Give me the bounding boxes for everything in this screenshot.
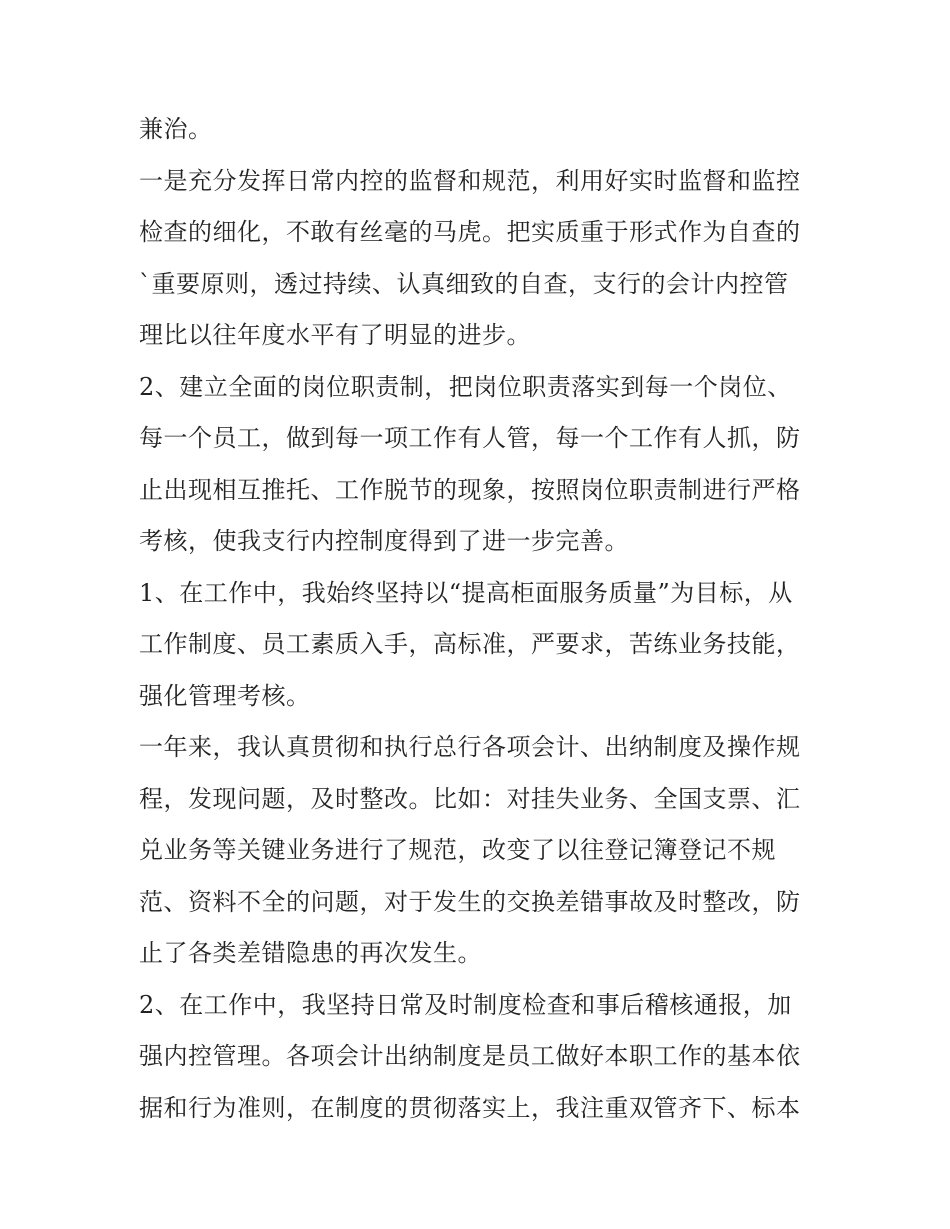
text-line: 兼治。 [139, 115, 213, 143]
text-line: 范、资料不全的问题，对于发生的交换差错事故及时整改，防 [139, 887, 801, 916]
text-line: 2、在工作中，我坚持日常及时制度检查和事后稽核通报，加 [139, 990, 792, 1019]
text-line: 一是充分发挥日常内控的监督和规范，利用好实时监督和监控 [139, 166, 801, 195]
text-line: 一年来，我认真贯彻和执行总行各项会计、出纳制度及操作规 [139, 733, 801, 761]
text-line: 理比以往年度水平有了明显的进步。 [139, 321, 531, 349]
text-line: 1、在工作中，我始终坚持以“提高柜面服务质量”为目标，从 [139, 578, 793, 607]
text-line: 止出现相互推托、工作脱节的现象，按照岗位职责制进行严格 [139, 475, 801, 504]
text-line: 工作制度、员工素质入手，高标准，严要求，苦练业务技能， [139, 630, 801, 658]
text-line: 强内控管理。各项会计出纳制度是员工做好本职工作的基本依 [139, 1042, 801, 1070]
text-line: 强化管理考核。 [139, 681, 311, 710]
text-line: 止了各类差错隐患的再次发生。 [139, 939, 482, 967]
text-line: `重要原则，透过持续、认真细致的自查，支行的会计内控管 [139, 269, 789, 298]
text-line: 每一个员工，做到每一项工作有人管，每一个工作有人抓，防 [139, 424, 801, 452]
text-line: 据和行为准则，在制度的贯彻落实上，我注重双管齐下、标本 [139, 1093, 801, 1122]
text-line: 2、建立全面的岗位职责制，把岗位职责落实到每一个岗位、 [139, 372, 792, 401]
text-line: 检查的细化，不敢有丝毫的马虎。把实质重于形式作为自查的 [139, 218, 801, 246]
document-page [139, 104, 819, 1134]
text-line: 兑业务等关键业务进行了规范，改变了以往登记簿登记不规 [139, 836, 776, 864]
text-line: 考核，使我支行内控制度得到了进一步完善。 [139, 527, 629, 555]
text-line: 程，发现问题，及时整改。比如：对挂失业务、全国支票、汇 [139, 784, 801, 813]
